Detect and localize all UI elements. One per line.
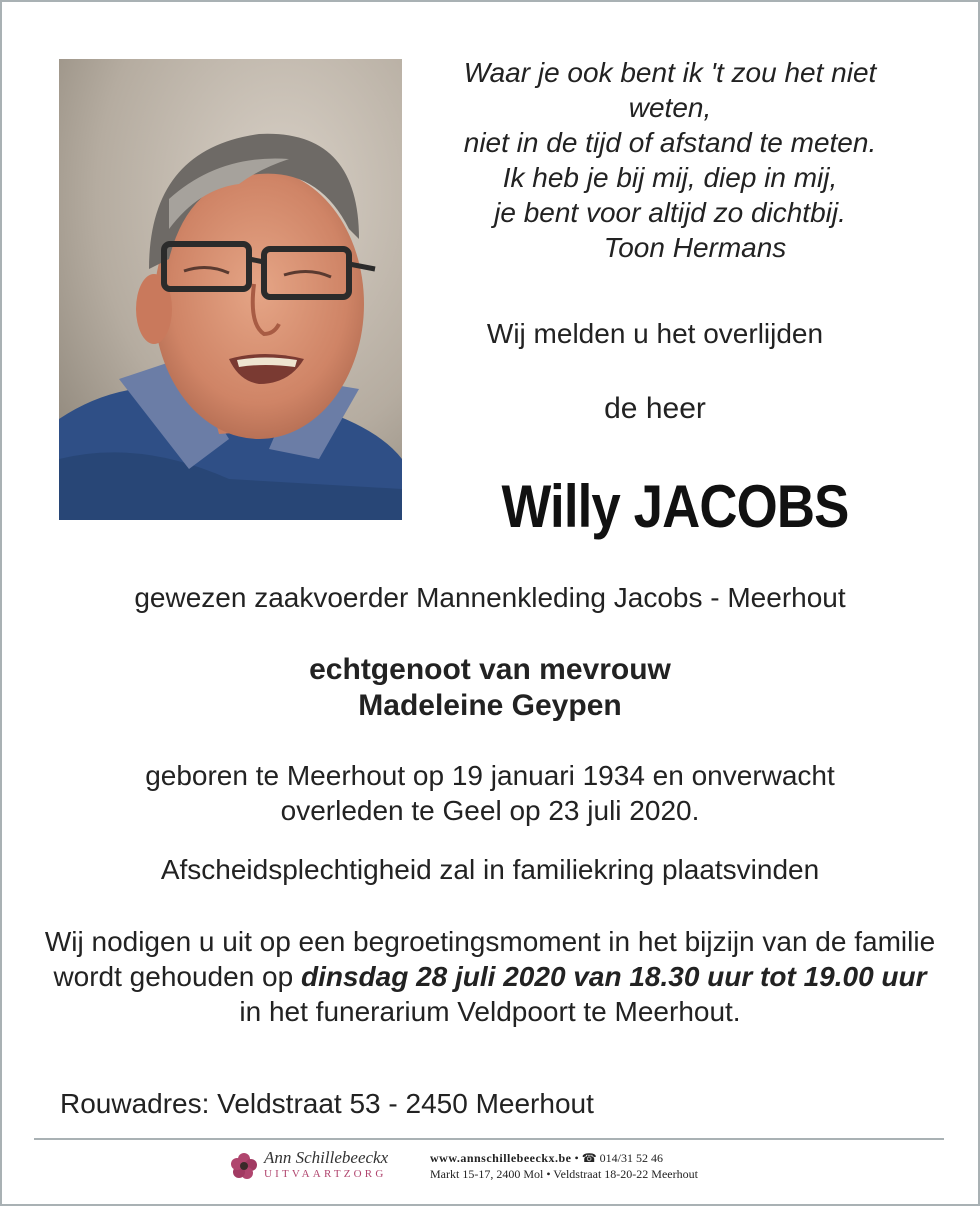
- honorific: de heer: [604, 392, 706, 425]
- phone-number: 014/31 52 46: [599, 1151, 664, 1165]
- poem-line: je bent voor altijd zo dichtbij.: [494, 197, 846, 228]
- flower-logo-icon: [230, 1152, 258, 1180]
- deceased-name: Willy JACOBS: [501, 473, 849, 540]
- invitation-text: [40, 924, 940, 1029]
- footer: [230, 1148, 790, 1188]
- website-link[interactable]: www.annschillebeeckx.be: [430, 1151, 572, 1165]
- brand-name: Ann Schillebeeckx: [264, 1148, 389, 1167]
- birth-line: geboren te Meerhout op 19 januari 1934 en onverwacht: [145, 760, 835, 791]
- invitation-datetime: dinsdag 28 juli 2020 van 18.30 uur tot 19.00 uur: [300, 961, 927, 992]
- locations: Markt 15-17, 2400 Mol • Veldstraat 18-20-22 Meerhout: [430, 1167, 698, 1181]
- spouse-name: Madeleine Geypen: [358, 689, 622, 722]
- announcement: Wij melden u het overlijden: [486, 318, 824, 349]
- phone-icon: ☎: [581, 1151, 597, 1165]
- spouse-label: echtgenoot van mevrouw: [309, 653, 671, 686]
- farewell-note: Afscheidsplechtigheid zal in familiekring plaatsvinden: [160, 854, 820, 885]
- poem-line: Waar je ook bent ik 't zou het niet: [463, 57, 877, 88]
- death-line: overleden te Geel op 23 juli 2020.: [280, 795, 700, 826]
- contact-info: www.annschillebeeckx.be • ☎ 014/31 52 46 Markt 15-17, 2400 Mol • Veldstraat 18-20-22 Meerhout: [430, 1151, 698, 1181]
- birth-death-block: [20, 758, 960, 828]
- occupation: gewezen zaakvoerder Mannenkleding Jacobs - Meerhout: [134, 582, 846, 613]
- spouse-block: [20, 652, 960, 724]
- portrait-photo: [59, 59, 402, 520]
- invitation-part1: Wij nodigen u uit op een begroetingsmoment in het bijzijn van de familie wordt gehouden op: [44, 926, 936, 992]
- invitation-part2: in het funerarium Veldpoort te Meerhout.: [239, 996, 741, 1027]
- poem-line: niet in de tijd of afstand te meten.: [463, 127, 877, 158]
- poem-line: Ik heb je bij mij, diep in mij,: [502, 162, 838, 193]
- mourning-address: Rouwadres: Veldstraat 53 - 2450 Meerhout: [60, 1088, 594, 1119]
- poem-line: weten,: [628, 92, 712, 123]
- brand-subtitle: UITVAARTZORG: [264, 1168, 387, 1180]
- divider: [34, 1138, 944, 1140]
- poem-author: Toon Hermans: [603, 232, 787, 263]
- poem: [420, 55, 920, 265]
